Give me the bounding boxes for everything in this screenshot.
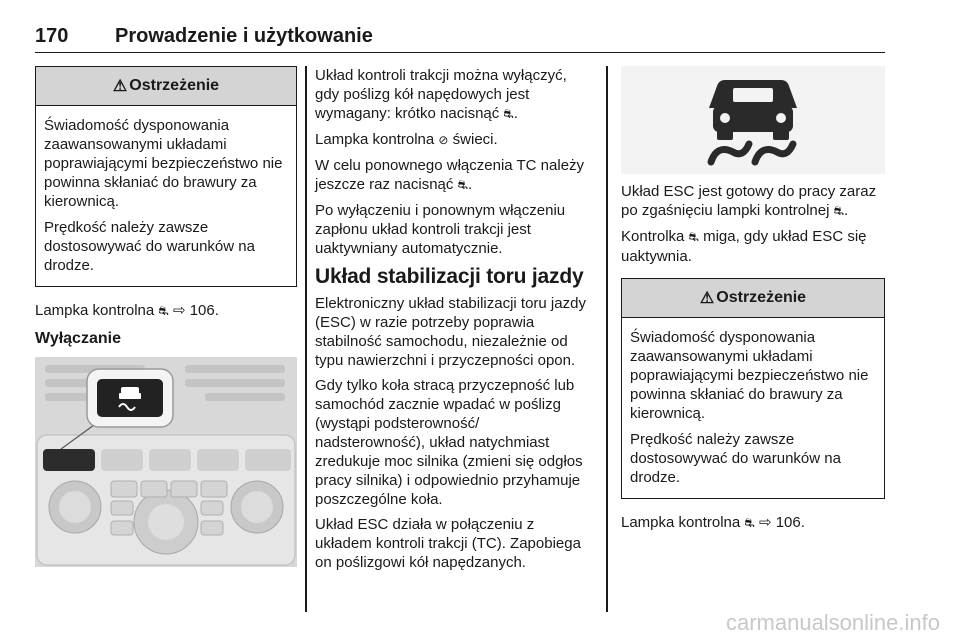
watermark: carmanualsonline.info (725, 610, 940, 635)
paragraph (315, 130, 590, 150)
warning-title: Ostrzeżenie (716, 289, 807, 306)
column-middle (315, 66, 590, 578)
warning-body (36, 106, 296, 286)
esc-symbol-illustration (621, 66, 885, 174)
paragraph: Układ ESC działa w połączeniu z układem kontroli trakcji (TC). Zapobiega on poślizgowi kół napędzanych. (315, 516, 581, 571)
lamp-label: Lampka kontrolna (35, 302, 155, 319)
reference-arrow-icon: ⇨ (172, 302, 186, 319)
esc-skid-icon: ⛐ (744, 516, 755, 530)
paragraph: Elektroniczny układ stabilizacji toru jazdy (ESC) w razie potrzeby poprawia stabilność samochodu, niezależnie od typu nawierzchni i przyczepności opon. (315, 295, 586, 369)
warning-text: Świadomość dysponowania zaawansowanymi układami poprawiającymi bezpieczeństwo nie powinna skłaniać do brawury za kierownicą. (630, 329, 869, 422)
section-heading: Układ stabilizacji toru jazdy (315, 265, 584, 288)
warning-box (621, 278, 885, 499)
esc-skid-icon: ⛐ (158, 304, 169, 318)
esc-skid-icon: ⛐ (833, 204, 844, 218)
esc-skid-icon: ⛐ (688, 230, 699, 244)
dashboard-illustration (35, 357, 297, 567)
text: W celu ponownego włączenia TC należy jeszcze raz nacisnąć (315, 157, 585, 193)
text: Kontrolka (621, 228, 685, 245)
paragraph (621, 182, 885, 221)
warning-text: Prędkość należy zawsze dostosowywać do warunków na drodze. (44, 219, 255, 274)
page-header (35, 22, 885, 53)
text: . (843, 202, 849, 219)
lamp-label: Lampka kontrolna (621, 514, 741, 531)
reference-arrow-icon: ⇨ (758, 514, 772, 531)
warning-triangle-icon: ⚠ (112, 78, 128, 95)
warning-title: Ostrzeżenie (129, 77, 220, 94)
column-divider (606, 66, 608, 612)
warning-text: Prędkość należy zawsze dostosowywać do warunków na drodze. (630, 431, 841, 486)
page-ref: 106. (189, 302, 219, 319)
warning-header (622, 279, 884, 318)
warning-header (36, 67, 296, 106)
paragraph (315, 66, 590, 124)
text: . (513, 105, 518, 122)
warning-box (35, 66, 297, 287)
warning-triangle-icon: ⚠ (699, 290, 715, 307)
lamp-reference (35, 301, 297, 321)
text: Lampka kontrolna (315, 131, 435, 148)
esc-off-icon: ⊘ (438, 133, 449, 147)
lamp-reference (621, 513, 885, 533)
text: . (467, 176, 473, 193)
text: świeci. (452, 131, 498, 148)
column-right (621, 66, 885, 539)
esc-skid-icon: ⛐ (457, 178, 468, 192)
paragraph: Po wyłączeniu i ponownym włączeniu zapłonu układ kontroli trakcji jest uaktywniany automatycznie. (315, 202, 566, 257)
page-ref: 106. (775, 514, 805, 531)
subheading: Wyłączanie (35, 330, 121, 347)
warning-body (622, 318, 884, 498)
esc-skid-icon: ⛐ (503, 107, 514, 121)
paragraph (315, 156, 590, 195)
column-left (35, 66, 297, 567)
page-number: 170 (35, 25, 69, 47)
section-title: Prowadzenie i użytkowanie (115, 25, 373, 47)
column-divider (305, 66, 307, 612)
text: Układ kontroli trakcji można wyłączyć, gdy poślizg kół napędowych jest wymagany: krótko nacisnąć (315, 67, 567, 122)
paragraph: Gdy tylko koła stracą przyczepność lub samochód zacznie wpadać w poślizg (wystąpi podsterowność/ nadsterowność), układ natychmiast zredukuje moc silnika (zmieni się odgłos pracy silnika) i odpowiednio przyhamuje poszczególne koła. (315, 377, 583, 508)
text: miga, gdy układ ESC się uaktywnia. (621, 228, 867, 265)
paragraph (621, 227, 885, 266)
warning-text: Świadomość dysponowania zaawansowanymi układami poprawiającymi bezpieczeństwo nie powinna skłaniać do brawury za kierownicą. (44, 117, 283, 210)
text: Układ ESC jest gotowy do pracy zaraz po zgaśnięciu lampki kontrolnej (621, 183, 877, 219)
